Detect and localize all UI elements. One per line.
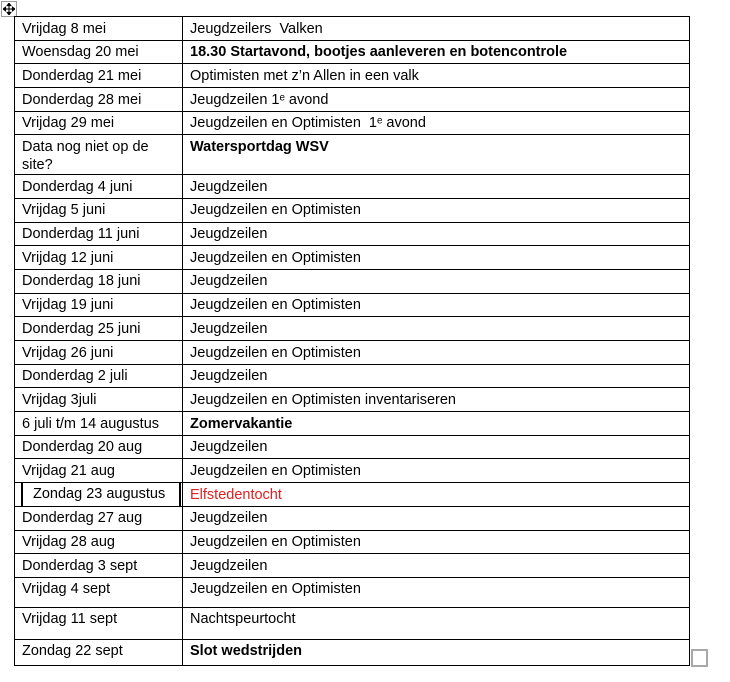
event-cell[interactable]: Jeugdzeilen xyxy=(183,506,690,530)
event-cell[interactable]: Jeugdzeilen xyxy=(183,554,690,578)
event-cell[interactable]: Jeugdzeilers Valken xyxy=(183,17,690,41)
event-cell[interactable]: Zomervakantie xyxy=(183,412,690,436)
schedule-table-body xyxy=(15,17,690,666)
table-row xyxy=(15,341,690,365)
date-cell[interactable]: Zondag 22 sept xyxy=(15,639,183,665)
table-row xyxy=(15,135,690,175)
event-cell[interactable]: Elfstedentocht xyxy=(183,483,690,507)
table-row xyxy=(15,269,690,293)
table-row xyxy=(15,111,690,135)
table-row xyxy=(15,222,690,246)
date-cell[interactable]: Woensdag 20 mei xyxy=(15,40,183,64)
event-cell[interactable]: Jeugdzeilen xyxy=(183,364,690,388)
date-cell[interactable]: Donderdag 11 juni xyxy=(15,222,183,246)
event-cell[interactable]: Jeugdzeilen en Optimisten xyxy=(183,246,690,270)
date-cell[interactable]: Vrijdag 3juli xyxy=(15,388,183,412)
table-row xyxy=(15,506,690,530)
event-cell[interactable]: 18.30 Startavond, bootjes aanleveren en botencontrole xyxy=(183,40,690,64)
table-move-handle[interactable] xyxy=(1,1,17,17)
date-cell[interactable]: Vrijdag 19 juni xyxy=(15,293,183,317)
table-row xyxy=(15,364,690,388)
table-row xyxy=(15,577,690,607)
event-cell[interactable]: Jeugdzeilen xyxy=(183,175,690,199)
table-row xyxy=(15,435,690,459)
table-row xyxy=(15,246,690,270)
date-cell[interactable]: Donderdag 25 juni xyxy=(15,317,183,341)
table-row xyxy=(15,412,690,436)
table-row xyxy=(15,198,690,222)
date-cell[interactable]: Data nog niet op de site? xyxy=(15,135,183,175)
table-row xyxy=(15,317,690,341)
table-row xyxy=(15,40,690,64)
date-cell[interactable]: Vrijdag 4 sept xyxy=(15,577,183,607)
date-cell[interactable]: 6 juli t/m 14 augustus xyxy=(15,412,183,436)
event-cell[interactable]: Jeugdzeilen en Optimisten xyxy=(183,293,690,317)
date-cell[interactable] xyxy=(15,483,183,507)
date-cell[interactable]: Donderdag 27 aug xyxy=(15,506,183,530)
event-cell[interactable]: Jeugdzeilen xyxy=(183,317,690,341)
event-cell[interactable]: Jeugdzeilen xyxy=(183,435,690,459)
date-cell[interactable]: Donderdag 20 aug xyxy=(15,435,183,459)
date-cell[interactable]: Vrijdag 12 juni xyxy=(15,246,183,270)
date-cell[interactable]: Vrijdag 28 aug xyxy=(15,530,183,554)
table-row xyxy=(15,483,690,507)
table-row xyxy=(15,530,690,554)
nested-date-box[interactable]: Zondag 23 augustus xyxy=(21,483,181,507)
date-cell[interactable]: Vrijdag 21 aug xyxy=(15,459,183,483)
event-cell[interactable]: Slot wedstrijden xyxy=(183,639,690,665)
table-row xyxy=(15,64,690,88)
table-row xyxy=(15,293,690,317)
event-cell[interactable]: Jeugdzeilen en Optimisten xyxy=(183,530,690,554)
table-row xyxy=(15,607,690,639)
table-resize-handle[interactable] xyxy=(691,649,708,667)
date-cell[interactable]: Vrijdag 29 mei xyxy=(15,111,183,135)
date-cell[interactable]: Donderdag 28 mei xyxy=(15,88,183,112)
event-cell[interactable]: Watersportdag WSV xyxy=(183,135,690,175)
event-cell[interactable]: Jeugdzeilen xyxy=(183,269,690,293)
event-cell[interactable]: Nachtspeurtocht xyxy=(183,607,690,639)
event-cell[interactable]: Jeugdzeilen en Optimisten xyxy=(183,459,690,483)
event-cell[interactable]: Jeugdzeilen en Optimisten 1ᵉ avond xyxy=(183,111,690,135)
event-cell[interactable]: Jeugdzeilen 1ᵉ avond xyxy=(183,88,690,112)
table-row xyxy=(15,88,690,112)
date-cell[interactable]: Vrijdag 11 sept xyxy=(15,607,183,639)
event-cell[interactable]: Jeugdzeilen en Optimisten xyxy=(183,198,690,222)
event-cell[interactable]: Optimisten met z’n Allen in een valk xyxy=(183,64,690,88)
date-cell[interactable]: Donderdag 21 mei xyxy=(15,64,183,88)
date-cell[interactable]: Donderdag 4 juni xyxy=(15,175,183,199)
table-row xyxy=(15,388,690,412)
event-cell[interactable]: Jeugdzeilen en Optimisten inventariseren xyxy=(183,388,690,412)
event-cell[interactable]: Jeugdzeilen xyxy=(183,222,690,246)
table-row xyxy=(15,17,690,41)
event-cell[interactable]: Jeugdzeilen en Optimisten xyxy=(183,341,690,365)
date-cell[interactable]: Donderdag 18 juni xyxy=(15,269,183,293)
schedule-table xyxy=(14,16,690,666)
event-cell[interactable]: Jeugdzeilen en Optimisten xyxy=(183,577,690,607)
date-cell[interactable]: Vrijdag 5 juni xyxy=(15,198,183,222)
date-cell[interactable]: Vrijdag 26 juni xyxy=(15,341,183,365)
date-cell[interactable]: Donderdag 3 sept xyxy=(15,554,183,578)
table-row xyxy=(15,175,690,199)
table-row xyxy=(15,554,690,578)
date-cell[interactable]: Vrijdag 8 mei xyxy=(15,17,183,41)
table-row xyxy=(15,459,690,483)
table-row xyxy=(15,639,690,665)
move-arrows-icon xyxy=(3,3,15,15)
date-cell[interactable]: Donderdag 2 juli xyxy=(15,364,183,388)
